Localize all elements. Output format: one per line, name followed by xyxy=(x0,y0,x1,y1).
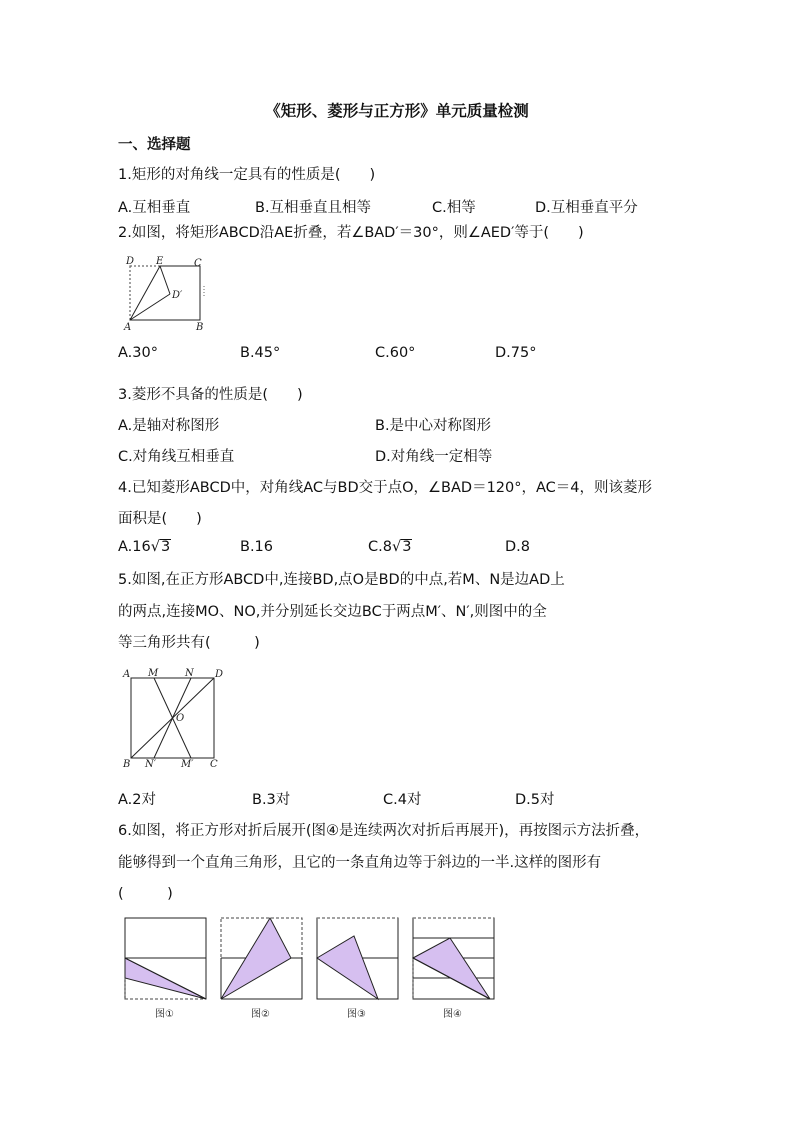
q6-caption-2: 图② xyxy=(251,1009,270,1020)
q4-option-c-prefix: C.8 xyxy=(368,539,392,555)
q5-label-d: D xyxy=(215,669,224,680)
q6-caption-3: 图③ xyxy=(347,1009,366,1020)
q6-caption-4: 图④ xyxy=(443,1009,462,1020)
q6-caption-1: 图① xyxy=(155,1009,174,1020)
q5-option-b: B.3对 xyxy=(252,792,291,808)
question-5-stem-line1: 5.如图,在正方形ABCD中,连接BD,点O是BD的中点,若M、N是边AD上 xyxy=(118,572,565,588)
q1-option-c: C.相等 xyxy=(432,200,476,216)
question-1-stem: 1.矩形的对角线一定具有的性质是( ) xyxy=(118,167,376,183)
q5-label-a: A xyxy=(123,669,131,680)
q5-label-m: M xyxy=(148,668,159,679)
q2-option-d: D.75° xyxy=(495,345,537,361)
q6-figure-4 xyxy=(413,918,494,1020)
q2-option-c: C.60° xyxy=(375,345,416,361)
q2-label-e: E xyxy=(156,256,164,267)
q5-label-m-prime: M′ xyxy=(181,759,194,770)
question-6-stem-line1: 6.如图，将正方形对折后展开(图④是连续两次对折后再展开)，再按图示方法折叠， xyxy=(118,823,650,839)
q2-option-a: A.30° xyxy=(118,345,158,361)
question-5-stem-line3: 等三角形共有( ) xyxy=(118,635,260,651)
q2-label-b: B xyxy=(196,322,204,333)
q2-label-d-prime: D′ xyxy=(172,290,183,301)
q6-figure-2 xyxy=(221,918,302,1020)
q4-option-d: D.8 xyxy=(505,539,530,555)
q5-label-o: O xyxy=(176,713,185,724)
q3-option-b: B.是中心对称图形 xyxy=(375,418,492,434)
question-5-stem-line2: 的两点,连接MO、NO,并分别延长交边BC于两点M′、N′,则图中的全 xyxy=(118,604,547,620)
q6-figures xyxy=(118,912,503,1024)
radical-sign: √ xyxy=(391,539,402,555)
q6-figure-3 xyxy=(317,918,398,1020)
q2-figure-rectangle-fold xyxy=(118,252,214,334)
q5-option-d: D.5对 xyxy=(515,792,555,808)
page-title: 《矩形、菱形与正方形》单元质量检测 xyxy=(265,102,529,120)
q5-label-c: C xyxy=(210,759,218,770)
q3-option-a: A.是轴对称图形 xyxy=(118,418,220,434)
q6-figure-1 xyxy=(125,918,206,1020)
q1-option-b: B.互相垂直且相等 xyxy=(255,200,372,216)
question-2-stem: 2.如图，将矩形ABCD沿AE折叠，若∠BAD′＝30°，则∠AED′等于( ) xyxy=(118,225,584,241)
q1-option-d: D.互相垂直平分 xyxy=(535,200,638,216)
q2-label-d: D xyxy=(126,256,135,267)
q5-label-n: N xyxy=(185,668,194,679)
q3-option-d: D.对角线一定相等 xyxy=(375,449,493,465)
question-6-stem-line3: ( ) xyxy=(118,886,173,902)
q4-option-a xyxy=(118,539,171,555)
question-3-stem: 3.菱形不具备的性质是( ) xyxy=(118,387,303,403)
q5-label-b: B xyxy=(123,759,131,770)
q4-option-b: B.16 xyxy=(240,539,274,555)
question-4-stem-line2: 面积是( ) xyxy=(118,511,202,527)
q4-option-c-radicand: 3 xyxy=(402,539,412,555)
section-heading: 一、选择题 xyxy=(118,137,191,153)
q4-option-c xyxy=(368,539,412,555)
q5-option-a: A.2对 xyxy=(118,792,156,808)
q5-label-n-prime: N′ xyxy=(145,759,157,770)
question-6-stem-line2: 能够得到一个直角三角形，且它的一条直角边等于斜边的一半.这样的图形有 xyxy=(118,855,602,871)
q1-option-a: A.互相垂直 xyxy=(118,200,191,216)
q2-label-a: A xyxy=(124,322,132,333)
q5-option-c: C.4对 xyxy=(383,792,422,808)
q2-option-b: B.45° xyxy=(240,345,281,361)
q3-option-c: C.对角线互相垂直 xyxy=(118,449,235,465)
q4-option-a-prefix: A.16 xyxy=(118,539,151,555)
radical-sign: √ xyxy=(150,539,160,555)
q4-option-a-radicand: 3 xyxy=(160,539,171,555)
q5-figure-square xyxy=(118,664,228,770)
question-4-stem-line1: 4.已知菱形ABCD中，对角线AC与BD交于点O，∠BAD＝120°，AC＝4，则该菱形 xyxy=(118,480,653,496)
q2-label-c: C xyxy=(194,258,202,269)
